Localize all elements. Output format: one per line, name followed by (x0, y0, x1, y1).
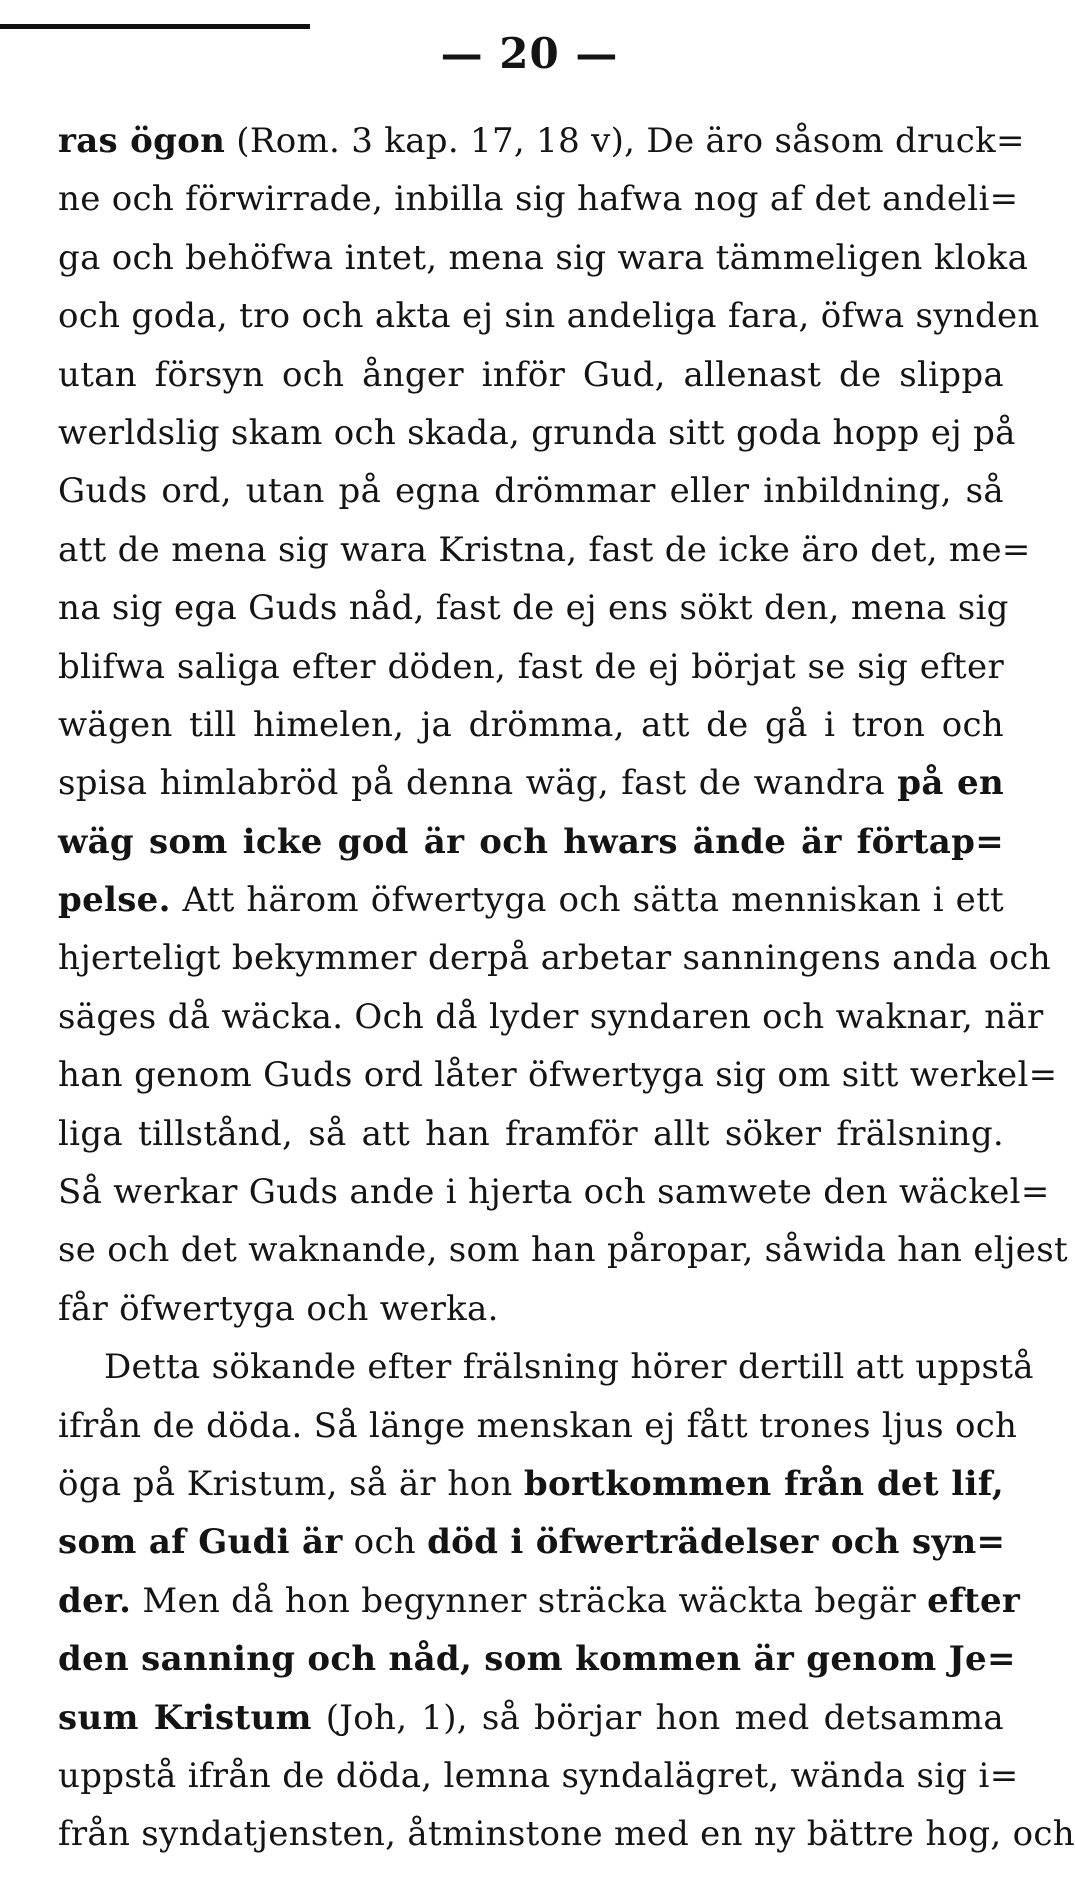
text-line (58, 1046, 1058, 1104)
text-segment: na sig ega Guds nåd, fast de ej ens sökt den, mena sig (58, 588, 1009, 629)
text-line (58, 170, 1019, 228)
page-number: — 20 — (440, 29, 619, 78)
text-line (58, 462, 1004, 520)
text-line (58, 1397, 1018, 1455)
text-line (58, 1221, 1068, 1279)
text-segment: Guds ord, utan på egna drömmar eller inbildning, så (58, 471, 1004, 512)
text-line (58, 1630, 1016, 1688)
text-line (58, 1513, 1004, 1571)
text-segment: (Joh, 1), så börjar hon med detsamma (311, 1697, 1004, 1738)
text-segment: Så werkar Guds ande i hjerta och samwete den wäckel= (58, 1172, 1050, 1213)
text-line (58, 287, 1040, 345)
text-line (58, 1338, 1034, 1396)
text-line (58, 871, 1004, 929)
text-segment: se och det waknande, som han påropar, såwida han eljest (58, 1230, 1068, 1271)
emphasized-text: sum Kristum (58, 1697, 312, 1738)
text-line (58, 754, 1004, 812)
text-segment: utan försyn och ånger inför Gud, allenast de slippa (58, 354, 1004, 395)
emphasized-text: der. (58, 1580, 132, 1621)
text-segment: och (342, 1522, 428, 1563)
text-segment: öga på Kristum, så är hon (58, 1463, 524, 1504)
emphasized-text: på en (897, 763, 1004, 804)
text-segment: och goda, tro och akta ej sin andeliga fara, öfwa synden (58, 296, 1040, 337)
text-line (58, 1455, 1004, 1513)
text-line (58, 813, 1004, 871)
text-segment: Detta sökande efter frälsning hörer dertill att uppstå (104, 1347, 1034, 1388)
text-line (58, 346, 1004, 404)
text-line (58, 929, 1051, 987)
emphasized-text: ras ögon (58, 121, 226, 161)
text-segment: han genom Guds ord låter öfwertyga sig om sitt werkel= (58, 1055, 1058, 1096)
text-line (58, 1689, 1004, 1747)
emphasized-text: bortkommen från det lif, (523, 1463, 1005, 1504)
text-line (58, 1280, 1004, 1338)
text-segment: blifwa saliga efter döden, fast de ej börjat se sig efter (58, 646, 1004, 687)
body-text (58, 112, 1075, 1864)
text-line (58, 988, 1044, 1046)
text-segment: spisa himlabröd på denna wäg, fast de wandra (58, 763, 898, 804)
text-segment: får öfwertyga och werka. (58, 1288, 499, 1329)
text-line (58, 521, 1031, 579)
text-line (58, 112, 1025, 170)
text-line (58, 1805, 1075, 1863)
text-line (58, 579, 1009, 637)
text-line (58, 229, 1029, 287)
emphasized-text: wäg som icke god är och hwars ände är förtap= (58, 821, 1004, 862)
text-segment: säges då wäcka. Och då lyder syndaren och waknar, när (58, 996, 1044, 1037)
text-segment: från syndatjensten, åtminstone med en ny bättre hog, och (58, 1814, 1075, 1855)
text-segment: liga tillstånd, så att han framför allt söker frälsning. (58, 1113, 1004, 1154)
emphasized-text: död i öfwerträdelser och syn= (427, 1522, 1006, 1563)
text-segment: uppstå ifrån de döda, lemna syndalägret, wända sig i= (58, 1755, 1019, 1796)
text-line (58, 696, 1004, 754)
text-segment: att de mena sig wara Kristna, fast de icke äro det, me= (58, 529, 1031, 570)
text-line (58, 1572, 1021, 1630)
text-segment: wägen till himelen, ja drömma, att de gå i tron och (58, 704, 1004, 745)
text-segment: werldslig skam och skada, grunda sitt goda hopp ej på (58, 412, 1016, 453)
text-segment: (Rom. 3 kap. 17, 18 v), De äro såsom druck= (225, 121, 1025, 161)
text-segment: ifrån de döda. Så länge menskan ej fått trones ljus och (58, 1405, 1018, 1446)
text-line (58, 404, 1016, 462)
text-segment: ne och förwirrade, inbilla sig hafwa nog af det andeli= (58, 179, 1019, 220)
emphasized-text: den sanning och nåd, som kommen är genom Je= (58, 1639, 1016, 1680)
text-line (58, 1163, 1050, 1221)
emphasized-text: som af Gudi är (58, 1522, 343, 1563)
text-line (58, 1747, 1019, 1805)
text-segment: ga och behöfwa intet, mena sig wara tämmeligen kloka (58, 237, 1029, 278)
text-segment: Men då hon begynner sträcka wäckta begär (131, 1580, 928, 1621)
text-segment: Att härom öfwertyga och sätta menniskan i ett (170, 880, 1004, 921)
emphasized-text: efter (927, 1580, 1021, 1621)
text-line (58, 638, 1004, 696)
emphasized-text: pelse. (58, 880, 171, 921)
text-segment: hjerteligt bekymmer derpå arbetar sanningens anda och (58, 938, 1051, 979)
text-line (58, 1105, 1004, 1163)
